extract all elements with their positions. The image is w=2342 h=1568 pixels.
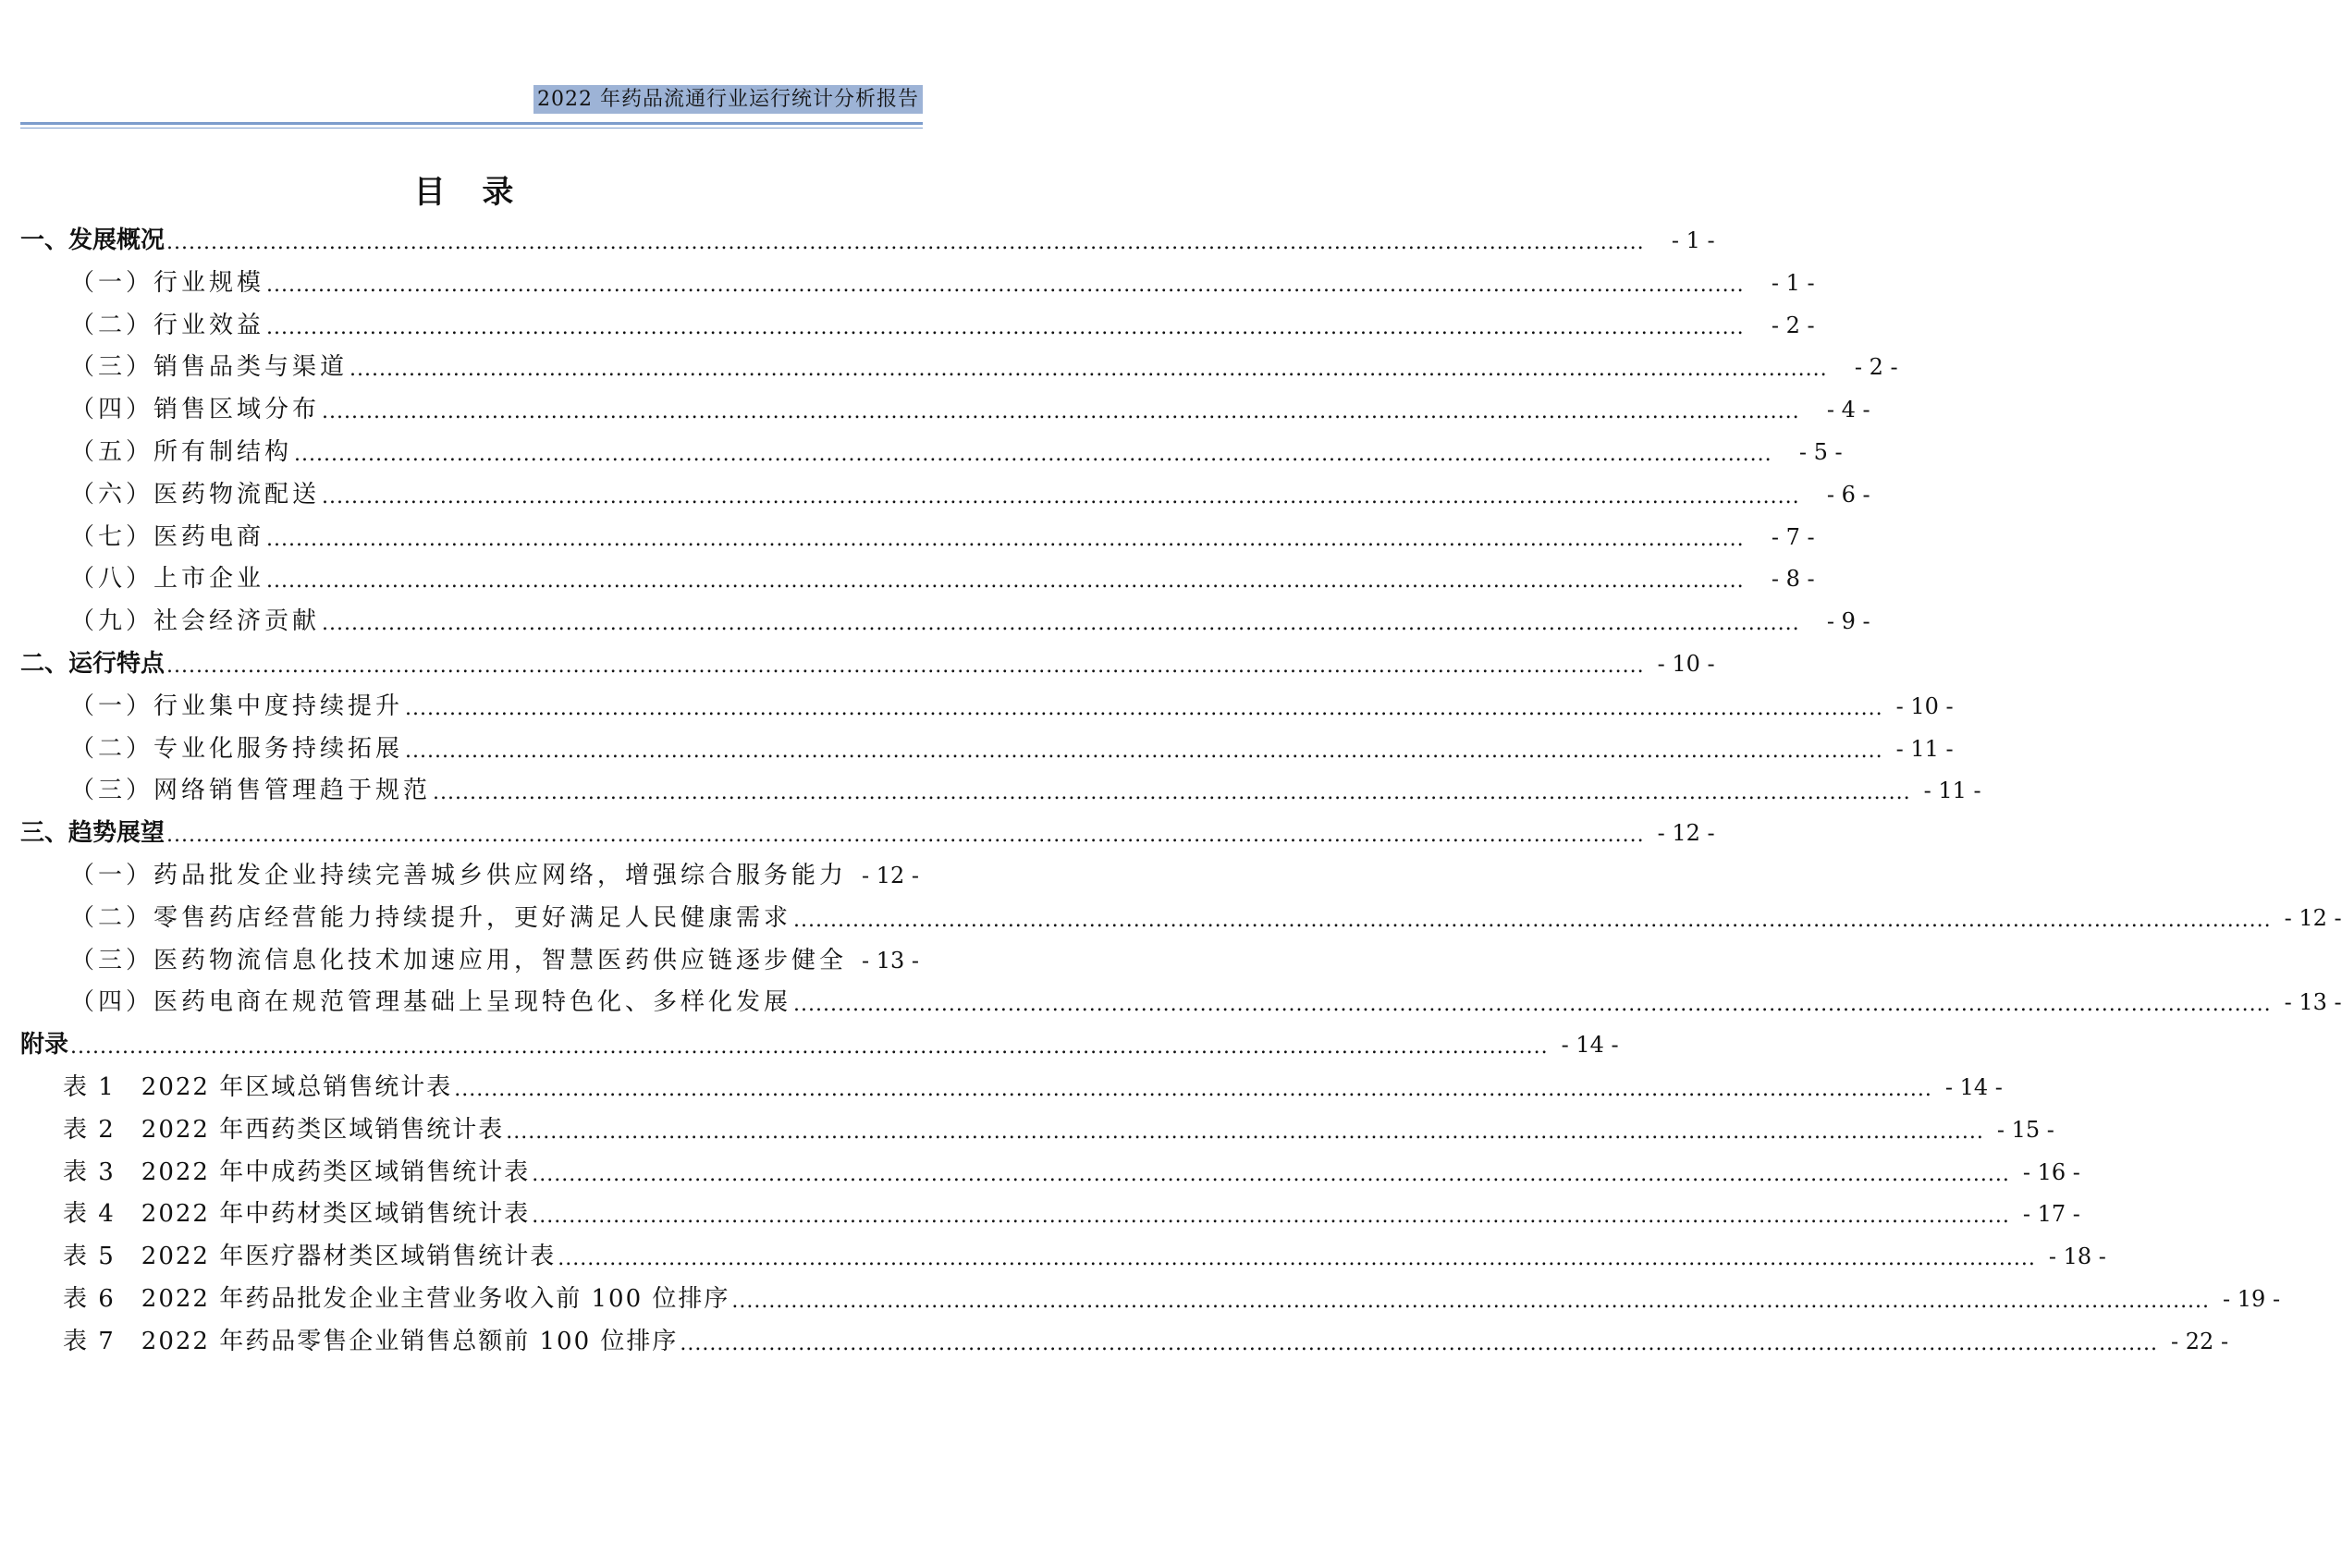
page-header <box>20 83 923 116</box>
toc-page-number: - 22 - <box>2171 1328 2229 1354</box>
toc-leader-dots: ........................................................................................................................................................................................................ <box>266 315 1745 339</box>
toc-entry-title: （五）所有制结构 <box>70 438 293 466</box>
toc-leader-dots: ........................................................................................................................................................................................................ <box>322 484 1800 508</box>
toc-entry-title: （二）专业化服务持续拓展 <box>70 734 404 763</box>
toc-entry-title: 表 3 2022 年中成药类区域销售统计表 <box>63 1158 531 1186</box>
toc-entry[interactable] <box>20 896 2342 937</box>
toc-entry[interactable] <box>20 557 1815 597</box>
toc-page-number: - 11 - <box>1923 778 1981 804</box>
toc-entry[interactable] <box>20 599 1870 640</box>
toc-page-number: - 4 - <box>1826 397 1870 423</box>
toc-entry-title: （一）行业规模 <box>70 268 265 297</box>
toc-leader-dots: ........................................................................................................................................................................................................ <box>166 824 1645 848</box>
toc-entry-title: （七）医药电商 <box>70 522 265 551</box>
toc-entry-title: （四）销售区域分布 <box>70 396 321 424</box>
toc-leader-dots: ........................................................................................................................................................................................................ <box>731 1290 2211 1313</box>
toc-page-number: - 17 - <box>2022 1201 2080 1228</box>
toc-entry-title: 三、趋势展望 <box>20 819 166 848</box>
toc-entry-title: （三）网络销售管理趋于规范 <box>70 777 432 805</box>
toc-leader-dots: ........................................................................................................................................................................................................ <box>405 696 1883 720</box>
toc-entry[interactable] <box>20 1234 2106 1275</box>
toc-entry[interactable] <box>20 345 1898 386</box>
toc-page-number: - 14 - <box>1561 1032 1619 1059</box>
toc-entry-title: （二）零售药店经营能力持续提升，更好满足人民健康需求 <box>70 903 792 932</box>
toc-entry-title: 表 5 2022 年医疗器材类区域销售统计表 <box>63 1243 557 1271</box>
toc-entry-title: 表 7 2022 年药品零售企业销售总额前 100 位排序 <box>63 1327 679 1355</box>
toc-page-number: - 9 - <box>1826 608 1870 635</box>
toc-leader-dots: ........................................................................................................................................................................................................ <box>322 400 1800 424</box>
toc-entry[interactable] <box>20 515 1815 556</box>
toc-page-number: - 11 - <box>1895 735 1954 762</box>
toc-page-number: - 7 - <box>1771 523 1815 550</box>
header-rule-thin <box>20 128 923 129</box>
toc-leader-dots: ........................................................................................................................................................................................................ <box>532 1205 2010 1229</box>
toc-page-number: - 12 - <box>1657 820 1715 847</box>
toc-page-number: - 1 - <box>1671 227 1715 253</box>
toc-entry[interactable] <box>20 642 1715 682</box>
toc-entry[interactable] <box>20 1065 2003 1106</box>
toc-entry[interactable] <box>20 811 1715 851</box>
toc-entry[interactable] <box>20 1150 2080 1191</box>
toc-entry[interactable] <box>20 1023 1619 1063</box>
toc-entry[interactable] <box>20 1277 2281 1317</box>
toc-entry[interactable] <box>20 261 1815 301</box>
toc-entry-title: （一）行业集中度持续提升 <box>70 692 404 720</box>
toc-entry-title: 表 1 2022 年区域总销售统计表 <box>63 1073 453 1101</box>
toc-entry-title: 表 6 2022 年药品批发企业主营业务收入前 100 位排序 <box>63 1285 730 1313</box>
toc-entry[interactable] <box>20 387 1870 428</box>
toc-leader-dots: ........................................................................................................................................................................................................ <box>532 1162 2010 1186</box>
toc-entry[interactable] <box>20 1108 2054 1148</box>
toc-entry[interactable] <box>20 218 1715 259</box>
toc-entry-title: 表 2 2022 年西药类区域销售统计表 <box>63 1115 505 1144</box>
toc-entry-title: （八）上市企业 <box>70 565 265 594</box>
toc-entry[interactable] <box>20 768 1981 809</box>
toc-entry-title: 一、发展概况 <box>20 227 166 254</box>
toc-leader-dots: ........................................................................................................................................................................................................ <box>294 443 1772 466</box>
toc-entry-title: （二）行业效益 <box>70 311 265 339</box>
toc-leader-dots: ........................................................................................................................................................................................................ <box>266 570 1745 594</box>
toc-leader-dots: ........................................................................................................................................................................................................ <box>266 273 1745 297</box>
toc-entry[interactable] <box>20 938 920 979</box>
toc-entry[interactable] <box>20 472 1870 513</box>
toc-leader-dots: ........................................................................................................................................................................................................ <box>793 993 2272 1017</box>
toc-page-number: - 12 - <box>2284 904 2342 931</box>
toc-leader-dots: ........................................................................................................................................................................................................ <box>454 1078 1932 1101</box>
toc-page-number: - 10 - <box>1657 651 1715 677</box>
toc-page-number: - 13 - <box>2284 989 2342 1016</box>
toc-entry[interactable] <box>20 303 1815 344</box>
toc-leader-dots: ........................................................................................................................................................................................................ <box>349 358 1828 382</box>
toc-leader-dots: ........................................................................................................................................................................................................ <box>405 739 1883 763</box>
toc-entry-title: 附录 <box>20 1031 69 1060</box>
toc-entry-title: 表 4 2022 年中药材类区域销售统计表 <box>63 1200 531 1229</box>
toc-page-number: - 19 - <box>2223 1286 2281 1312</box>
toc-entry[interactable] <box>20 853 920 894</box>
toc-entry-title: （六）医药物流配送 <box>70 480 321 508</box>
toc-leader-dots: ........................................................................................................................................................................................................ <box>166 655 1645 678</box>
toc-page-number: - 2 - <box>1854 354 1898 381</box>
toc-leader-dots: ........................................................................................................................................................................................................ <box>322 612 1800 636</box>
toc-entry-title: 二、运行特点 <box>20 650 166 678</box>
toc-entry[interactable] <box>20 430 1843 471</box>
toc-page-number: - 8 - <box>1771 566 1815 593</box>
header-title: 2022 年药品流通行业运行统计分析报告 <box>533 85 923 114</box>
toc-entry[interactable] <box>20 684 1954 725</box>
toc-leader-dots: ........................................................................................................................................................................................................ <box>506 1120 1984 1144</box>
toc-leader-dots: ........................................................................................................................................................................................................ <box>166 231 1645 254</box>
toc-page-number: - 12 - <box>862 863 920 888</box>
toc-leader-dots: ........................................................................................................................................................................................................ <box>266 527 1745 551</box>
toc-page-number: - 18 - <box>2048 1243 2106 1270</box>
toc-page-number: - 1 - <box>1771 269 1815 296</box>
header-rule-thick <box>20 122 923 125</box>
toc-leader-dots: ........................................................................................................................................................................................................ <box>680 1331 2159 1355</box>
toc-entry-title: （三）医药物流信息化技术加速应用，智慧医药供应链逐步健全 <box>70 946 848 974</box>
toc-entry-title: （三）销售品类与渠道 <box>70 353 349 382</box>
toc-leader-dots: ........................................................................................................................................................................................................ <box>793 908 2272 932</box>
toc-entry-title: （一）药品批发企业持续完善城乡供应网络，增强综合服务能力 <box>70 862 848 889</box>
toc-leader-dots: ........................................................................................................................................................................................................ <box>433 781 1911 805</box>
toc-entry[interactable] <box>20 727 1954 767</box>
toc-page-number: - 16 - <box>2022 1158 2080 1185</box>
toc-leader-dots: ........................................................................................................................................................................................................ <box>558 1247 2036 1271</box>
toc-page-number: - 15 - <box>1996 1116 2054 1143</box>
toc-page-number: - 5 - <box>1798 439 1843 465</box>
toc-page-number: - 10 - <box>1895 692 1954 719</box>
toc-page-number: - 13 - <box>862 947 920 974</box>
toc-page-number: - 6 - <box>1826 481 1870 508</box>
toc-leader-dots: ........................................................................................................................................................................................................ <box>70 1035 1549 1060</box>
toc-page-number: - 2 - <box>1771 312 1815 338</box>
toc-page-number: - 14 - <box>1944 1074 2003 1100</box>
toc-entry-title: （四）医药电商在规范管理基础上呈现特色化、多样化发展 <box>70 988 792 1017</box>
page-title: 目 录 <box>413 174 527 211</box>
toc-entry[interactable] <box>20 1319 2229 1360</box>
toc-entry[interactable] <box>20 1192 2080 1232</box>
toc-entry-title: （九）社会经济贡献 <box>70 607 321 636</box>
toc-entry[interactable] <box>20 980 2342 1021</box>
